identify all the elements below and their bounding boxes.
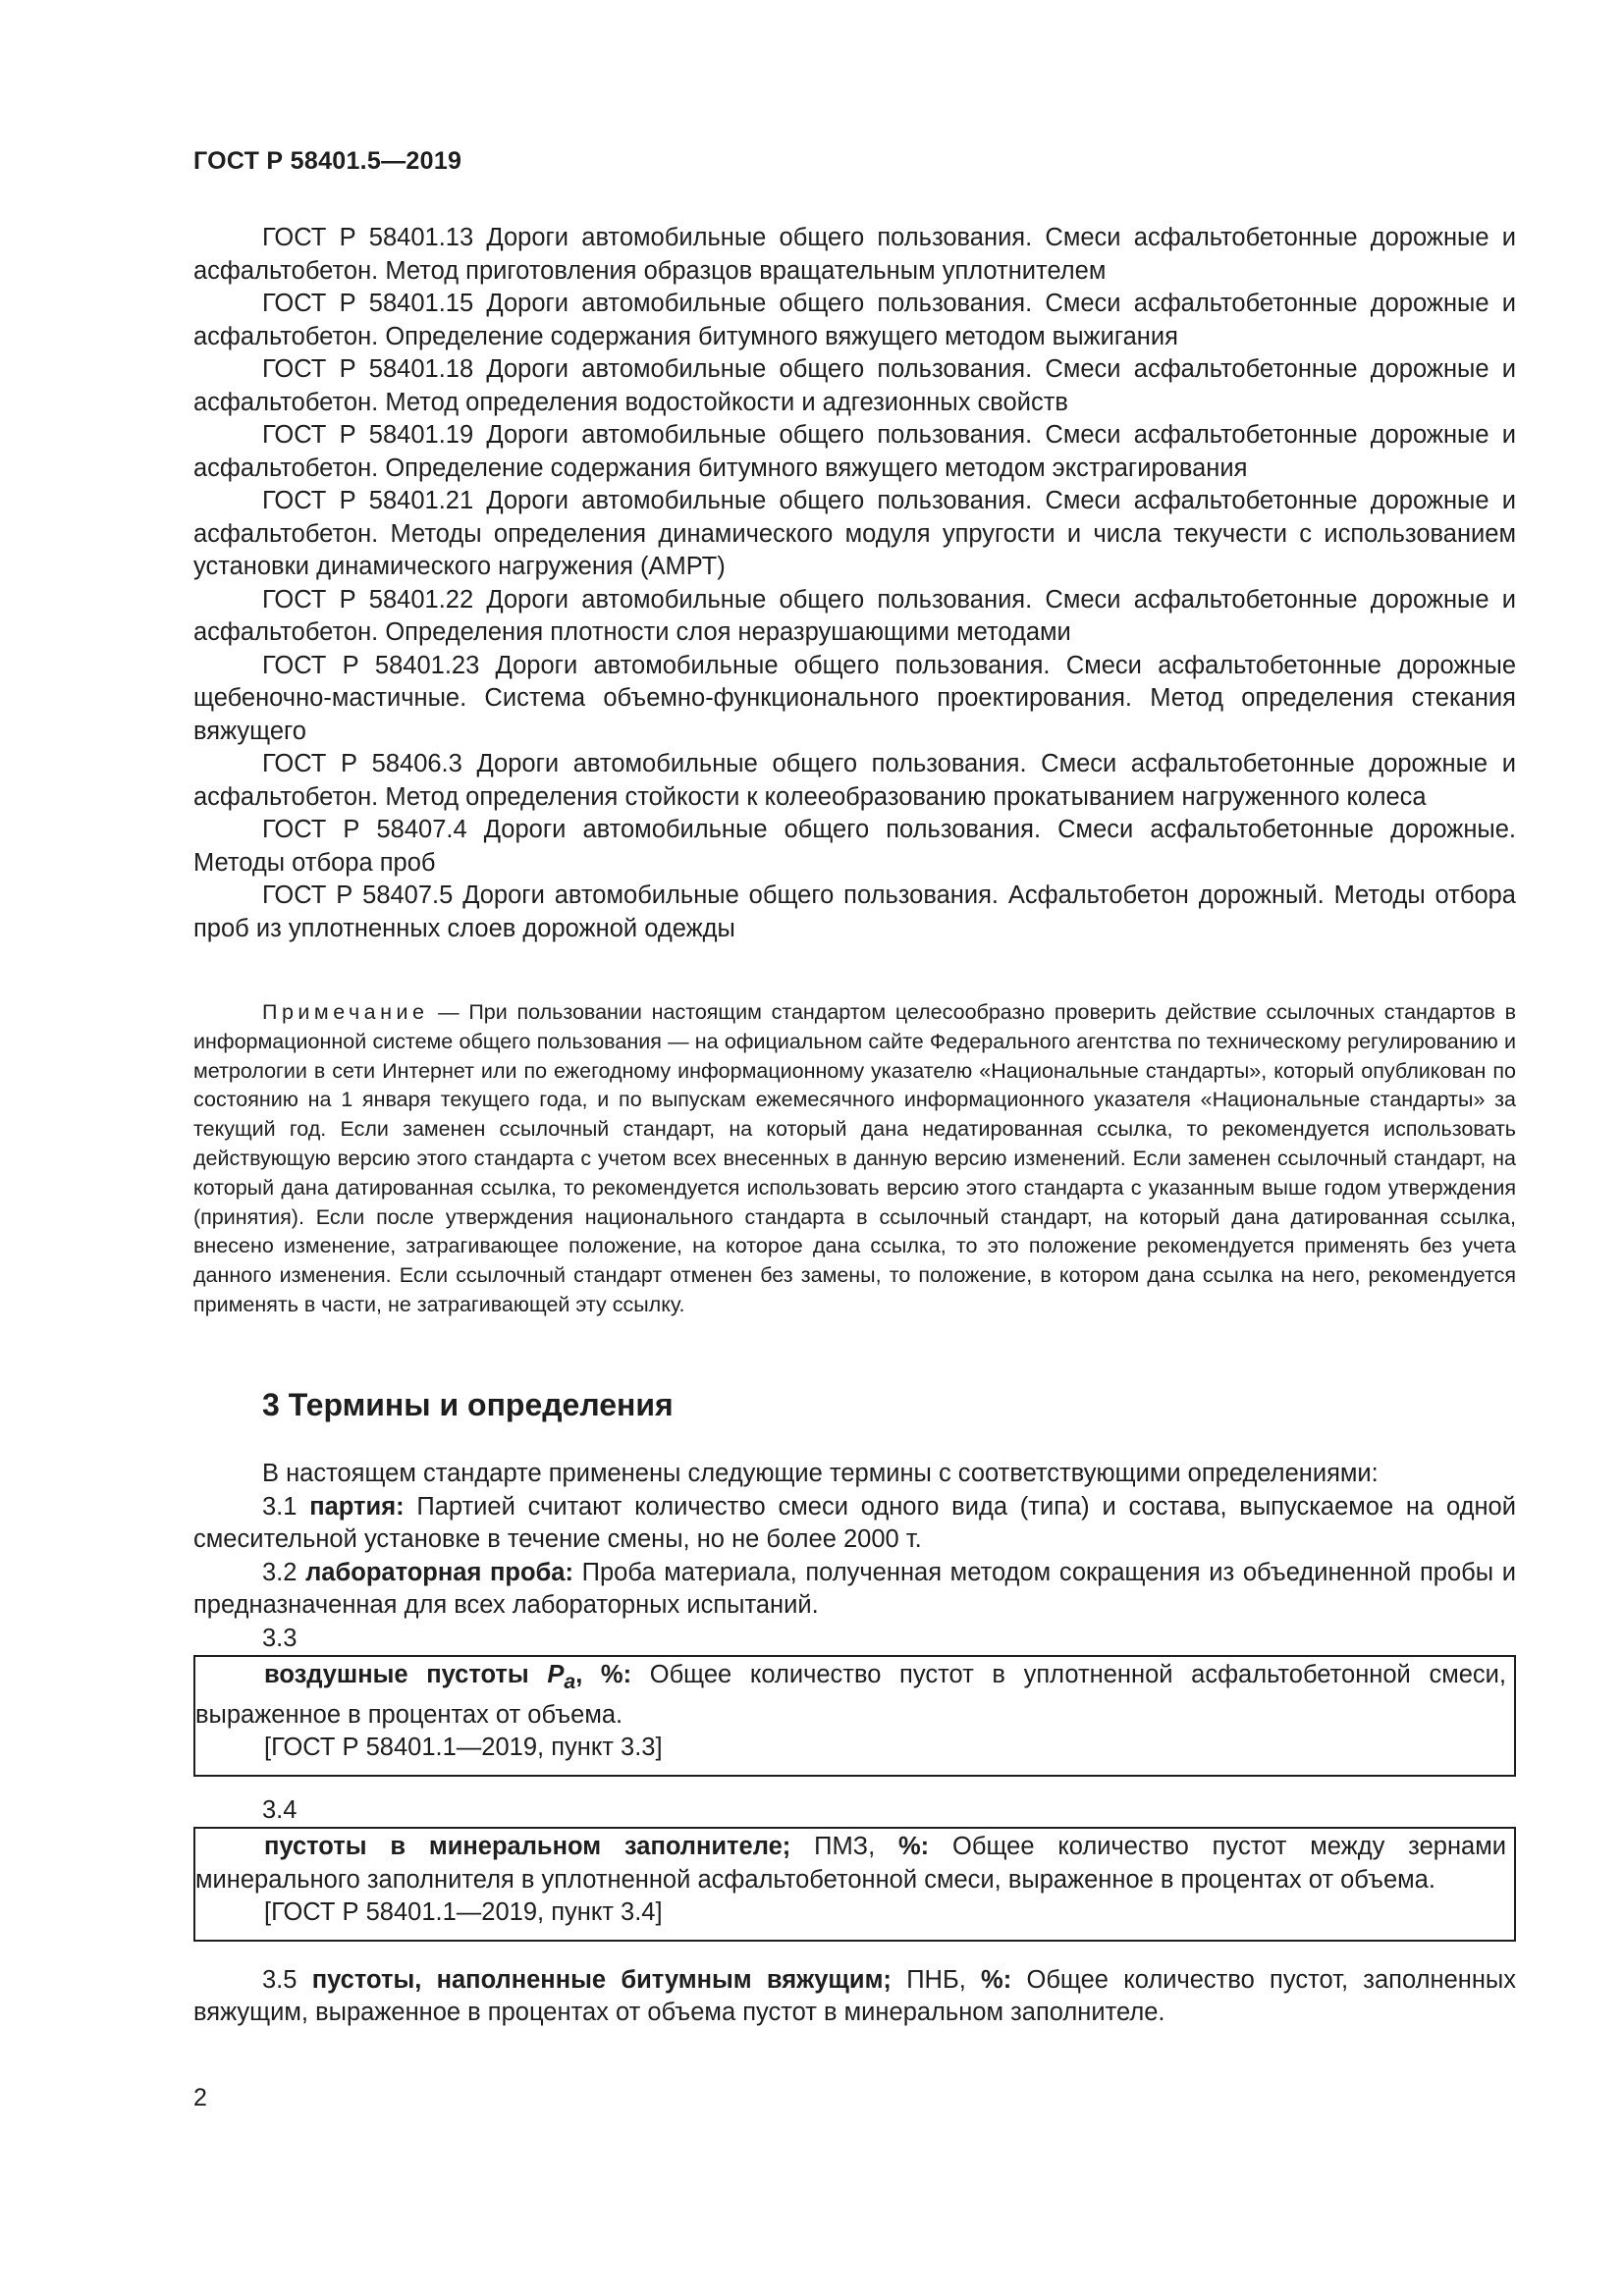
reference-item: ГОСТ Р 58401.18 Дороги автомобильные общего пользования. Смеси асфальтобетонные дорожные и асфальтобетон. Метод определения водостойкости и адгезионных свойств	[193, 355, 1516, 416]
reference-item: ГОСТ Р 58401.13 Дороги автомобильные общего пользования. Смеси асфальтобетонные дорожные и асфальтобетон. Метод приготовления образцов вращательным уплотнителем	[193, 224, 1516, 285]
term-name: партия:	[309, 1492, 405, 1521]
term-definition: Проба материала, полученная методом сокращения из объединенной пробы и предназначенная для всех лабораторных испытаний.	[193, 1558, 1516, 1619]
term-symbol: P	[547, 1661, 565, 1688]
reference-item: ГОСТ Р 58401.19 Дороги автомобильные общего пользования. Смеси асфальтобетонные дорожные и асфальтобетон. Определение содержания битумного вяжущего методом экстрагирования	[193, 421, 1516, 482]
page-number: 2	[193, 2084, 207, 2111]
reference-item: ГОСТ Р 58407.5 Дороги автомобильные общего пользования. Асфальтобетон дорожный. Методы отбора проб из уплотненных слоев дорожной одежды	[193, 881, 1516, 942]
term-3-5	[193, 1964, 1516, 2030]
term-definition: Общее количество пустот в уплотненной асфальтобетонной смеси, выраженное в процентах от объема.	[195, 1661, 1506, 1729]
term-name: лабораторная проба:	[305, 1558, 573, 1586]
term-definition: Партией считают количество смеси одного вида (типа) и состава, выпускаемое на одной смесительной установке в течение смены, но не более 2000 т.	[193, 1492, 1516, 1553]
term-number: 3.4	[262, 1795, 298, 1824]
terms-section	[193, 1458, 1516, 2030]
term-name: пустоты, наполненные битумным вяжущим;	[311, 1965, 892, 1994]
reference-item: ГОСТ Р 58406.3 Дороги автомобильные общего пользования. Смеси асфальтобетонные дорожные и асфальтобетон. Метод определения стойкости к колееобразованию прокатыванием нагруженного колеса	[193, 750, 1516, 811]
term-number: 3.2	[262, 1558, 306, 1586]
note-paragraph	[193, 998, 1516, 1320]
term-abbreviation: ПМЗ,	[790, 1833, 898, 1861]
section-title: 3 Термины и определения	[262, 1387, 674, 1422]
term-unit: , %:	[575, 1661, 632, 1688]
term-source: [ГОСТ Р 58401.1—2019, пункт 3.3]	[264, 1734, 663, 1762]
note-label: Примечание	[262, 1000, 429, 1024]
term-3-3-box	[193, 1655, 1516, 1777]
term-3-4-box	[193, 1827, 1516, 1942]
term-3-2	[193, 1557, 1516, 1623]
term-definition: Общее количество пустот между зернами минерального заполнителя в уплотненной асфальтобетонной смеси, выраженное в процентах от объема.	[195, 1833, 1506, 1894]
term-number: 3.3	[262, 1624, 298, 1652]
reference-item: ГОСТ Р 58401.22 Дороги автомобильные общего пользования. Смеси асфальтобетонные дорожные и асфальтобетон. Определения плотности слоя неразрушающими методами	[193, 585, 1516, 646]
reference-item: ГОСТ Р 58407.4 Дороги автомобильные общего пользования. Смеси асфальтобетонные дорожные. Методы отбора проб	[193, 816, 1516, 877]
reference-item: ГОСТ Р 58401.21 Дороги автомобильные общего пользования. Смеси асфальтобетонные дорожные и асфальтобетон. Методы определения динамического модуля упругости и числа текучести с использованием установки динамического нагружения (АМРТ)	[193, 487, 1516, 580]
term-unit: %:	[898, 1833, 930, 1861]
term-3-3	[195, 1659, 1514, 1732]
term-name: пустоты в минеральном заполнителе;	[264, 1833, 791, 1861]
reference-item: ГОСТ Р 58401.23 Дороги автомобильные общего пользования. Смеси асфальтобетонные дорожные щебеночно-мастичные. Система объемно-функционального проектирования. Метод определения стекания вяжущего	[193, 651, 1516, 745]
term-number: 3.1	[262, 1492, 310, 1521]
document-header: ГОСТ Р 58401.5—2019	[193, 147, 462, 175]
normative-references-list	[193, 222, 1516, 945]
term-name: воздушные пустоты	[264, 1661, 548, 1688]
term-abbreviation: ПНБ,	[891, 1965, 982, 1994]
note-text: — При пользовании настоящим стандартом целесообразно проверить действие ссылочных стандартов в информационной системе общего пользования — на официальном сайте Федерального агентства по техническому регулированию и метрологии в сети Интернет или по ежегодному информационному указателю «Национальные стандарты», который опубликован по состоянию на 1 января текущего года, и по выпускам ежемесячного информационного указателя «Национальные стандарты» за текущий год. Если заменен ссылочный стандарт, на который дана недатированная ссылка, то рекомендуется использовать действующую версию этого стандарта с учетом всех внесенных в данную версию изменений. Если заменен ссылочный стандарт, на который дана датированная ссылка, то рекомендуется использовать версию этого стандарта с указанным выше годом утверждения (принятия). Если после утверждения национального стандарта в ссылочный стандарт, на который дана датированная ссылка, внесено изменение, затрагивающее положение, на которое дана ссылка, то это положение рекомендуется применять без учета данного изменения. Если ссылочный стандарт отменен без замены, то положение, в котором дана ссылка на него, рекомендуется применять в части, не затрагивающей эту ссылку.	[193, 1000, 1516, 1316]
term-definition: Общее количество пустот, заполненных вяжущим, выраженное в процентах от объема пустот в минеральном заполнителе.	[193, 1965, 1516, 2027]
term-source: [ГОСТ Р 58401.1—2019, пункт 3.4]	[264, 1898, 663, 1927]
reference-item: ГОСТ Р 58401.15 Дороги автомобильные общего пользования. Смеси асфальтобетонные дорожные и асфальтобетон. Определение содержания битумного вяжущего методом выжигания	[193, 290, 1516, 350]
term-3-4	[195, 1831, 1514, 1896]
term-unit: %:	[981, 1965, 1012, 1994]
section-intro: В настоящем стандарте применены следующие термины с соответствующими определениями:	[262, 1460, 1379, 1487]
term-3-1	[193, 1491, 1516, 1557]
term-number: 3.5	[262, 1965, 312, 1994]
term-symbol-subscript: a	[564, 1670, 576, 1694]
